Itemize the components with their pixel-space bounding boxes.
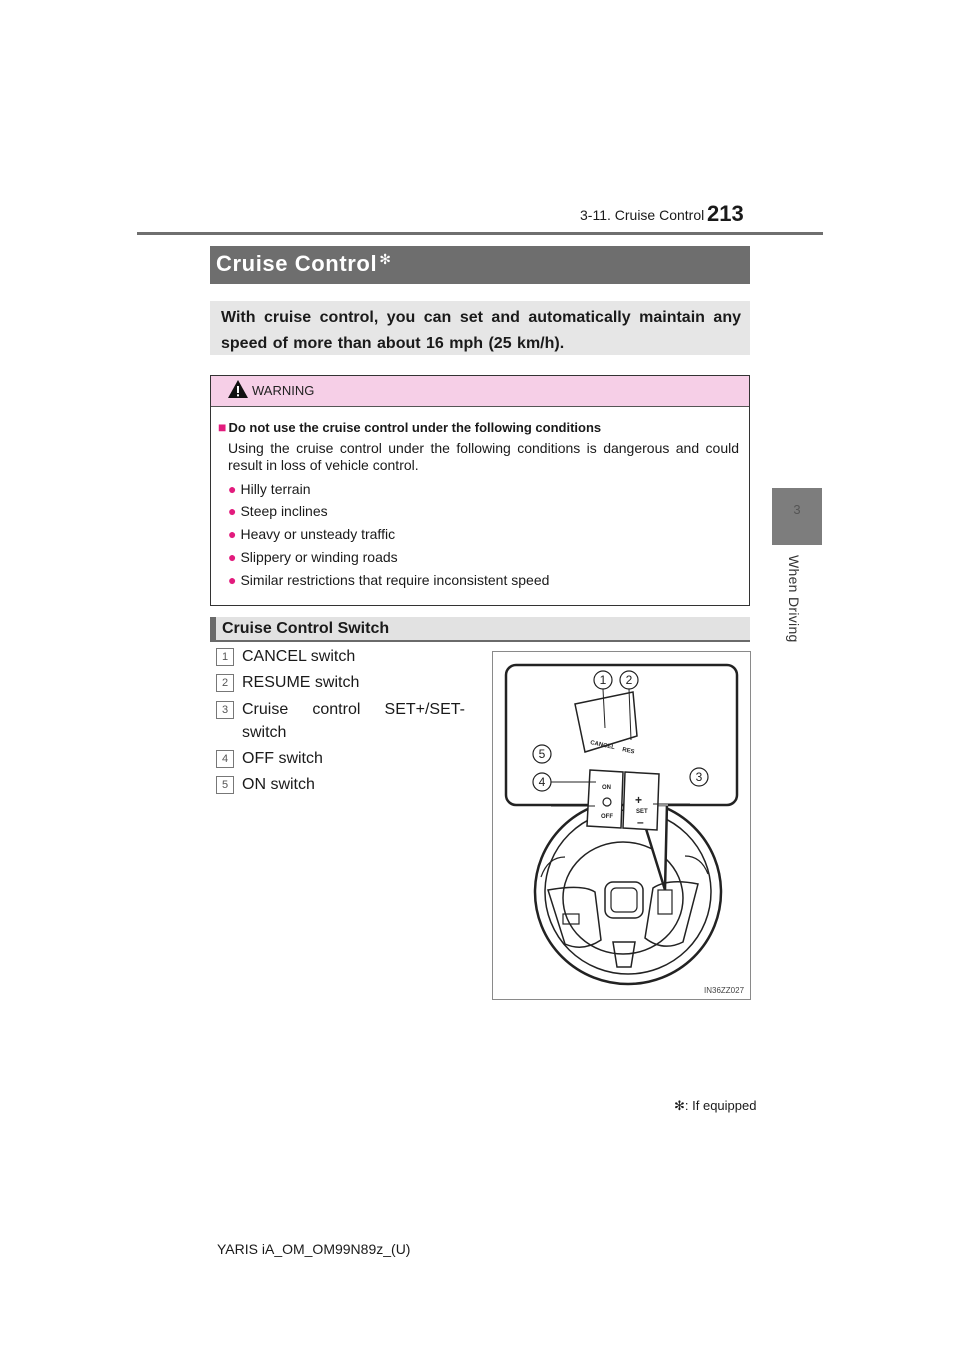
item-number: 3 <box>216 701 234 719</box>
warning-bullet <box>228 572 549 588</box>
bullet-marker: ● <box>228 503 237 519</box>
warning-bullet <box>228 549 398 565</box>
footnote <box>674 1098 756 1114</box>
item-number: 5 <box>216 776 234 794</box>
item-label: OFF switch <box>242 750 323 767</box>
warning-bullet <box>228 503 328 519</box>
bullet-text: Similar restrictions that require inconsistent speed <box>240 572 550 588</box>
bullet-marker: ● <box>228 526 237 542</box>
warning-heading <box>218 419 601 435</box>
callout-2: 2 <box>625 673 633 687</box>
warning-icon <box>227 378 249 400</box>
bullet-marker: ● <box>228 549 237 565</box>
on-label: ON <box>602 785 611 791</box>
off-label: OFF <box>601 814 613 820</box>
section-title: Cruise Control Switch <box>222 620 390 637</box>
res-label: RES <box>621 747 635 756</box>
running-header-section: 3-11. Cruise Control <box>580 207 705 223</box>
item-label: CANCEL switch <box>242 648 356 665</box>
warning-heading-text: Do not use the cruise control under the following conditions <box>228 420 602 435</box>
bullet-marker: ● <box>228 572 237 588</box>
warning-bullet <box>228 481 310 497</box>
plus-label: + <box>635 793 643 807</box>
cancel-label: CANCEL <box>589 740 616 752</box>
item-label: RESUME switch <box>242 674 360 691</box>
page-title-text: Cruise Control <box>216 251 378 276</box>
bullet-text: Steep inclines <box>240 503 328 519</box>
warning-heading-marker: ■ <box>218 419 227 435</box>
item-label: ON switch <box>242 776 315 793</box>
bullet-text: Hilly terrain <box>240 481 311 497</box>
steering-wheel-illustration <box>492 651 751 1000</box>
callout-1: 1 <box>599 673 607 687</box>
bullet-text: Heavy or unsteady traffic <box>240 526 396 542</box>
chapter-tab-number: 3 <box>793 502 801 517</box>
warning-label: WARNING <box>252 383 315 398</box>
warning-body: Using the cruise control under the following conditions is dangerous and could result in loss of vehicle control. <box>228 440 739 473</box>
callout-3: 3 <box>695 770 703 784</box>
item-number: 1 <box>216 648 234 666</box>
item-number: 2 <box>216 674 234 692</box>
section-bar-accent <box>210 617 216 642</box>
document-footer: YARIS iA_OM_OM99N89z_(U) <box>217 1241 411 1257</box>
item-number: 4 <box>216 750 234 768</box>
figure-code: IN36ZZ027 <box>704 986 745 995</box>
item-label-line1: Cruise control SET+/SET- <box>242 701 465 718</box>
callout-4: 4 <box>538 775 546 789</box>
page-number: 213 <box>707 201 744 226</box>
bullet-marker: ● <box>228 481 237 497</box>
page-title <box>216 251 392 277</box>
footnote-text: : If equipped <box>684 1098 757 1113</box>
chapter-tab-title: When Driving <box>786 555 802 643</box>
header-rule <box>137 232 823 235</box>
footnote-marker: ✻ <box>674 1098 685 1113</box>
title-marker: ✻ <box>379 251 392 267</box>
minus-label: – <box>637 815 644 829</box>
warning-bullet <box>228 526 395 542</box>
intro-text: With cruise control, you can set and automatically maintain any speed of more than about 16 mph (25 km/h). <box>221 309 741 352</box>
item-label-line2: switch <box>242 724 287 741</box>
set-label: SET <box>636 809 648 815</box>
callout-5: 5 <box>538 747 546 761</box>
steering-wheel-drawing <box>493 652 750 999</box>
bullet-text: Slippery or winding roads <box>240 549 398 565</box>
